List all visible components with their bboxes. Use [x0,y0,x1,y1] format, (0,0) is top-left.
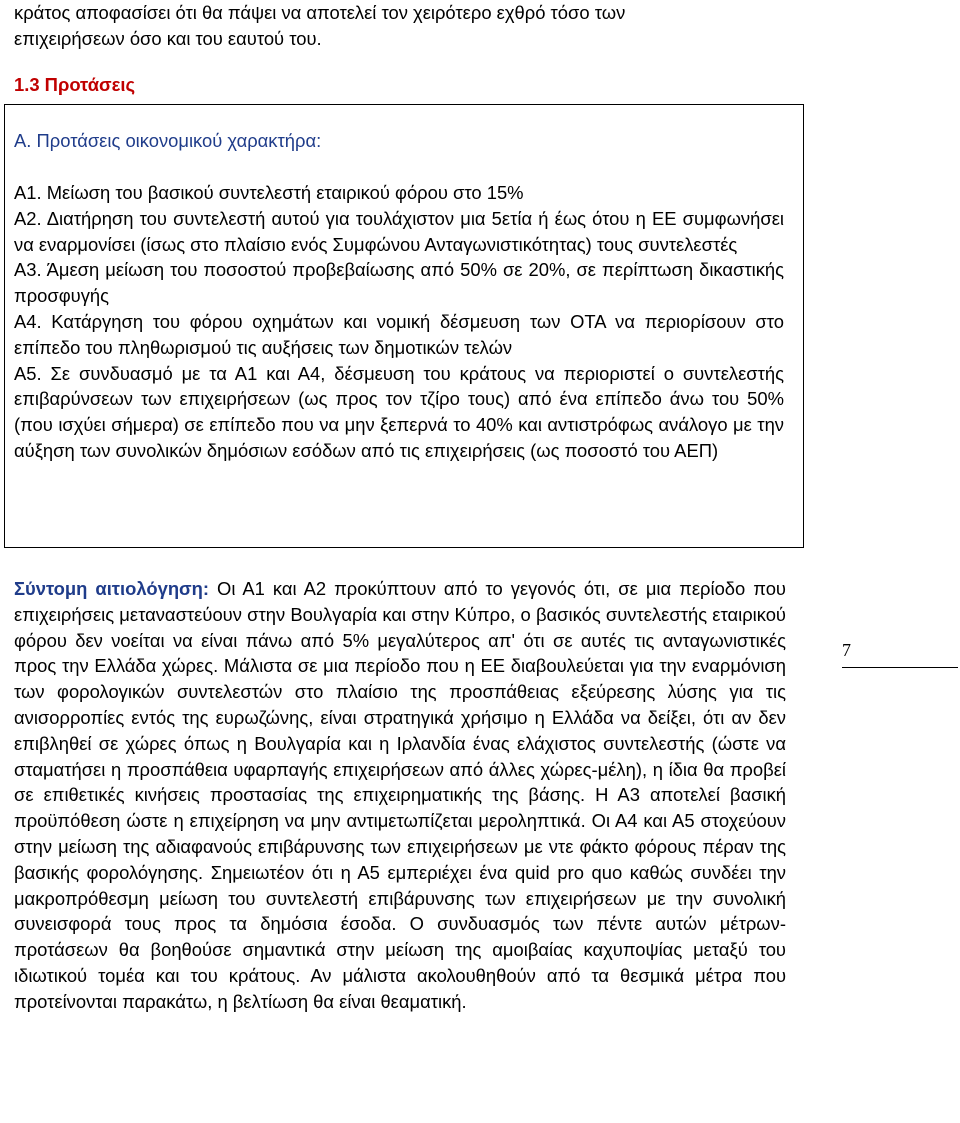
proposal-item: Α1. Μείωση του βασικού συντελεστή εταιρικού φόρου στο 15% [14,182,524,203]
proposal-item: Α5. Σε συνδυασμό με τα Α1 και Α4, δέσμευση του κράτους να περιοριστεί ο συντελεστής επιβαρύνσεων των επιχειρήσεων (ως προς τον τζίρο τους) από ένα επίπεδο άνω του 50% (που ισχύει σήμερα) σε επίπεδο που να μην ξεπερνά το 40% και αντιστρόφως ανάλογο με την αύξηση των συνολικών δημόσιων εσόδων από τις επιχειρήσεις (ως ποσοστό του ΑΕΠ) [14,362,784,461]
section-title: 1.3 Προτάσεις [14,74,136,95]
page-number: 7 [842,640,851,660]
proposal-item: Α3. Άμεση μείωση του ποσοστού προβεβαίωσης από 50% σε 20%, σε περίπτωση δικαστικής προσφυγής [14,259,784,307]
justification-text: Οι Α1 και Α2 προκύπτουν από το γεγονός ότι, σε μια περίοδο που επιχειρήσεις μεταναστεύουν στην Βουλγαρία και στην Κύπρο, ο βασικός συντελεστής εταιρικού φόρου δεν νοείται να είναι πάνω από 5% μεγαλύτερος απ' ότι σε αυτές τις ανταγωνιστικές προς την Ελλάδα χώρες. Μάλιστα σε μια περίοδο που η ΕΕ διαβουλεύεται για την εναρμόνιση των φορολογικών συντελεστών στο πλαίσιο της προσπάθειας εξεύρεσης λύσης για τις ανισορροπίες εντός της ευρωζώνης, είναι στρατηγικά χρήσιμο η Ελλάδα να δείξει, ότι αν δεν επιβληθεί σε χώρες όπως η Βουλγαρία και η Ιρλανδία ένας ελάχιστος συντελεστής (ώστε να σταματήσει η προσπάθεια υφαρπαγής επιχειρήσεων από άλλες χώρες-μέλη), η ίδια θα προβεί σε επιθετικές κινήσεις προστασίας της επιχειρηματικής της βάσης. Η Α3 αποτελεί βασική προϋπόθεση ώστε η επιχείρηση να μην αντιμετωπίζεται μεροληπτικά. Οι Α4 και Α5 στοχεύουν στην μείωση της αδιαφανούς επιβάρυνσης των επιχειρήσεων με ντε φάκτο φόρους πέραν της βασικής φορολόγησης. Σημειωτέον ότι η Α5 εμπεριέχει ένα quid pro quo καθώς συνδέει την μακροπρόθεσμη μείωση του συντελεστή επιβάρυνσης των επιχειρήσεων με την συνολική συνεισφορά τους προς τα δημόσια έσοδα. Ο συνδυασμός των πέντε αυτών μέτρων-προτάσεων θα βοηθούσε σημαντικά στην μείωση της αμοιβαίας καχυποψίας μεταξύ του ιδιωτικού τομέα και του κράτους. Αν μάλιστα ακολουθηθούν από τα θεσμικά μέτρα που προτείνονται παρακάτω, η βελτίωση θα είναι θεαματική. [14,578,786,1012]
page-number-block [842,640,958,668]
proposal-item: Α4. Κατάργηση του φόρου οχημάτων και νομική δέσμευση των ΟΤΑ να περιορίσουν στο επίπεδο του πληθωρισμού τις αυξήσεις των δημοτικών τελών [14,310,784,358]
proposals-heading: Α. Προτάσεις οικονομικού χαρακτήρα: [14,130,322,151]
justification-paragraph [14,576,786,1015]
proposal-item: Α2. Διατήρηση του συντελεστή αυτού για τουλάχιστον μια 5ετία ή έως ότου η ΕΕ συμφωνήσει να εναρμονίσει (ίσως στο πλαίσιο ενός Συμφώνου Ανταγωνιστικότητας) τους συντελεστές [14,207,784,255]
intro-paragraph [14,0,814,51]
page-number-rule [842,667,958,668]
justification-label: Σύντομη αιτιολόγηση: [14,578,209,599]
proposals-list [14,180,784,464]
intro-line-1: κράτος αποφασίσει ότι θα πάψει να αποτελεί τον χειρότερο εχθρό τόσο των [14,2,626,23]
intro-line-2: επιχειρήσεων όσο και του εαυτού του. [14,27,322,49]
